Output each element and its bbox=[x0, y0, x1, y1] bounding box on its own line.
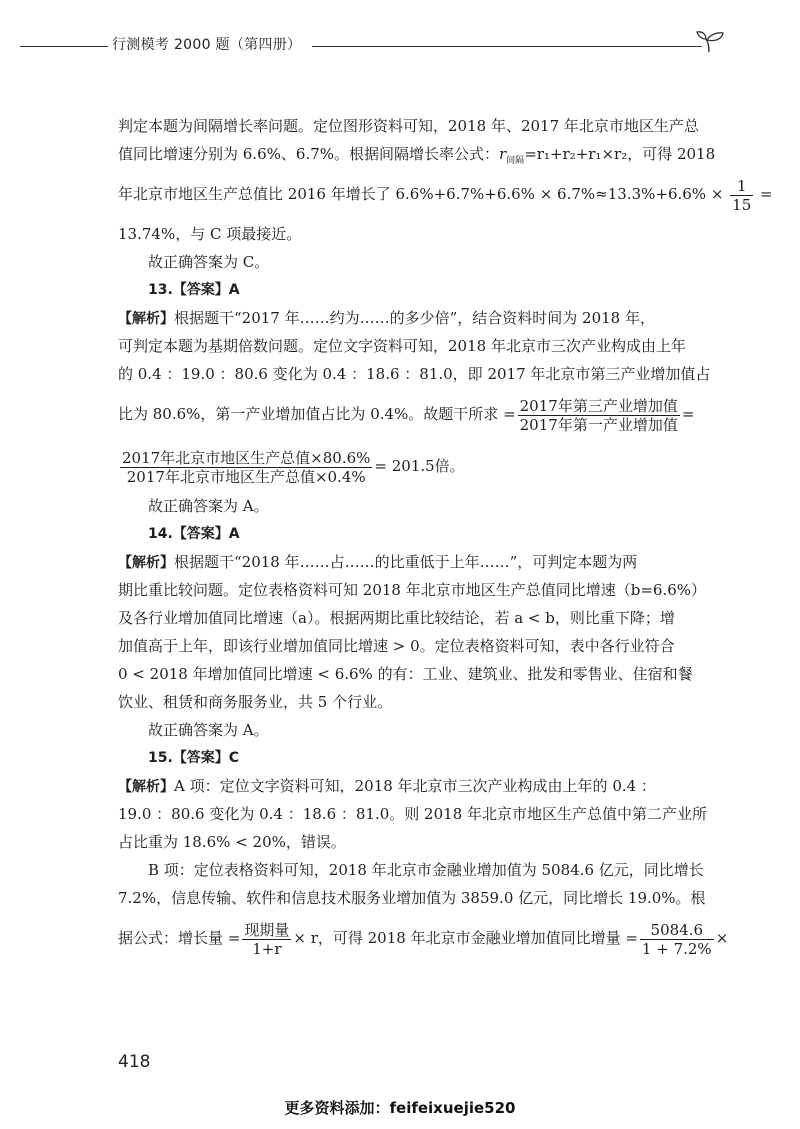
text-line bbox=[118, 168, 773, 220]
fraction bbox=[640, 921, 714, 958]
fraction-denominator: 1 + 7.2% bbox=[641, 939, 712, 958]
fraction-numerator: 1 bbox=[730, 177, 753, 196]
paragraph-q13-analysis bbox=[118, 304, 718, 492]
text-span: A 项：定位文字资料可知，2018 年北京市三次产业构成由上年的 0.4 ： bbox=[174, 777, 656, 795]
fraction-denominator: 1+r bbox=[252, 939, 282, 958]
text-line: 可判定本题为基期倍数问题。定位文字资料可知，2018 年北京市三次产业构成由上年 bbox=[118, 337, 686, 355]
text-line bbox=[118, 388, 718, 440]
text-span: 根据题干“2017 年……约为……的多少倍”，结合资料时间为 2018 年， bbox=[174, 309, 655, 327]
text-span: 据公式：增长量 = bbox=[118, 929, 241, 947]
text-line: 的 0.4 ：19.0 ：80.6 变化为 0.4 ：18.6 ：81.0，即 2017 年北京市第三产业增加值占 bbox=[118, 365, 711, 383]
fraction-numerator: 5084.6 bbox=[640, 921, 714, 940]
text-line bbox=[118, 304, 718, 332]
fraction bbox=[730, 177, 753, 214]
text-line: 期比重比较问题。定位表格资料可知 2018 年北京市地区生产总值同比增速（b=6.6%） bbox=[118, 581, 706, 599]
footer-note: 更多资料添加：feifeixuejie520 bbox=[284, 1099, 516, 1117]
formula-r: r bbox=[499, 145, 507, 163]
answer-heading-15: 15.【答案】C bbox=[148, 750, 240, 766]
answer-line: 故正确答案为 C。 bbox=[148, 253, 270, 271]
running-header bbox=[20, 34, 720, 58]
fraction-denominator: 15 bbox=[732, 195, 752, 214]
text-line: 7.2%，信息传输、软件和信息技术服务业增加值为 3859.0 亿元，同比增长 19.0%。根 bbox=[118, 889, 706, 907]
text-line: 0 < 2018 年增加值同比增速 < 6.6% 的有：工业、建筑业、批发和零售业、住宿和餐 bbox=[118, 665, 693, 683]
text-span: 年北京市地区生产总值比 2016 年增长了 6.6%+6.7%+6.6% × 6.7%≈13.3%+6.6% × bbox=[118, 185, 724, 203]
paragraph-q15-analysis bbox=[118, 772, 718, 856]
answer-heading-13: 13.【答案】A bbox=[148, 282, 240, 298]
text-line: 及各行业增加值同比增速（a）。根据两期比重比较结论，若 a < b，则比重下降；增 bbox=[118, 609, 675, 627]
text-line bbox=[118, 912, 729, 964]
text-span: = 201.5倍。 bbox=[374, 457, 465, 475]
text-line: 占比重为 18.6% < 20%，错误。 bbox=[118, 833, 346, 851]
text-span: = bbox=[681, 405, 695, 423]
text-line bbox=[118, 548, 718, 576]
answer-line: 故正确答案为 A。 bbox=[148, 497, 269, 515]
text-span: 值同比增速分别为 6.6%、6.7%。根据间隔增长率公式： bbox=[118, 145, 499, 163]
formula-subscript: 间隔 bbox=[506, 156, 525, 166]
analysis-label: 【解析】 bbox=[118, 779, 174, 795]
text-span: × r，可得 2018 年北京市金融业增加值同比增量 = bbox=[293, 929, 638, 947]
answer-line: 故正确答案为 A。 bbox=[148, 721, 269, 739]
fraction bbox=[518, 397, 680, 434]
analysis-label: 【解析】 bbox=[118, 311, 174, 327]
text-span: = bbox=[760, 185, 773, 203]
text-span: × bbox=[715, 929, 729, 947]
text-line: 加值高于上年，即该行业增加值同比增速 > 0。定位表格资料可知，表中各行业符合 bbox=[118, 637, 675, 655]
text-line bbox=[118, 772, 718, 800]
fraction-denominator: 2017年第一产业增加值 bbox=[519, 415, 678, 434]
page-number: 418 bbox=[118, 1052, 151, 1072]
text-line: 13.74%，与 C 项最接近。 bbox=[118, 225, 302, 243]
fraction bbox=[120, 449, 372, 486]
answer-heading-14: 14.【答案】A bbox=[148, 526, 240, 542]
header-rule-right bbox=[312, 46, 702, 47]
paragraph-q15-option-b bbox=[118, 856, 729, 964]
fraction-numerator: 现期量 bbox=[244, 920, 290, 939]
header-title: 行测模考 2000 题（第四册） bbox=[112, 37, 302, 53]
text-line: 判定本题为间隔增长率问题。定位图形资料可知，2018 年、2017 年北京市地区生产总 bbox=[118, 117, 699, 135]
fraction-denominator: 2017年北京市地区生产总值×0.4% bbox=[126, 467, 366, 486]
text-line bbox=[118, 140, 718, 168]
fraction-numerator: 2017年北京市地区生产总值×80.6% bbox=[122, 448, 371, 467]
fraction-numerator: 2017年第三产业增加值 bbox=[519, 396, 678, 415]
page-body bbox=[118, 112, 773, 964]
text-line bbox=[118, 440, 718, 492]
text-line: 19.0 ：80.6 变化为 0.4 ：18.6 ：81.0。则 2018 年北京市地区生产总值中第二产业所 bbox=[118, 805, 708, 823]
paragraph-q12-continued bbox=[118, 112, 773, 248]
text-span: 根据题干“2018 年……占……的比重低于上年……”，可判定本题为两 bbox=[174, 553, 638, 571]
paragraph-q14-analysis bbox=[118, 548, 718, 716]
sprout-icon bbox=[696, 28, 726, 54]
text-line: 饮业、租赁和商务服务业，共 5 个行业。 bbox=[118, 693, 393, 711]
text-span: 比为 80.6%，第一产业增加值占比为 0.4%。故题干所求 = bbox=[118, 405, 516, 423]
analysis-label: 【解析】 bbox=[118, 555, 174, 571]
header-rule-left bbox=[20, 46, 108, 47]
text-line: B 项：定位表格资料可知，2018 年北京市金融业增加值为 5084.6 亿元，同比增长 bbox=[148, 861, 704, 879]
text-span: =r₁+r₂+r₁×r₂，可得 2018 bbox=[524, 145, 716, 163]
fraction bbox=[242, 921, 291, 958]
